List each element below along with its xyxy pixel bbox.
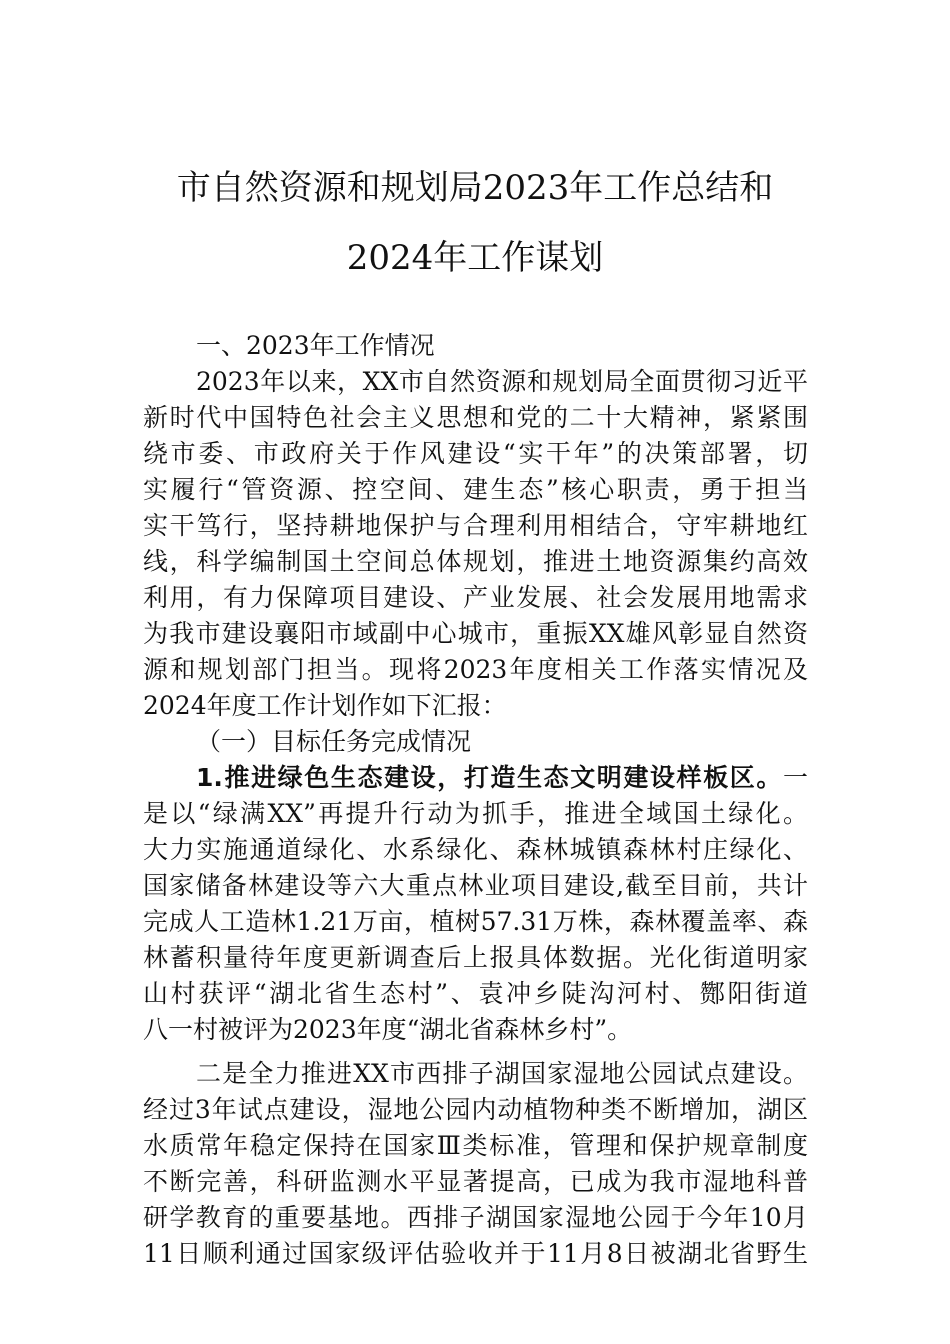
paragraph-line: 11日顺利通过国家级评估验收并于11月8日被湖北省野生 [143,1239,808,1268]
paragraph-line: 林蓄积量待年度更新调查后上报具体数据。光化街道明家 [143,943,808,972]
document-title-line-1: 市自然资源和规划局2023年工作总结和 [176,168,774,208]
paragraph-line: 实履行“管资源、控空间、建生态”核心职责，勇于担当 [143,475,808,504]
paragraph-line: 不断完善，科研监测水平显著提高，已成为我市湿地科普 [143,1167,808,1196]
paragraph-line: 为我市建设襄阳市域副中心城市，重振XX雄风彰显自然资 [143,619,808,648]
paragraph-line: 山村获评“湖北省生态村”、袁冲乡陡沟河村、酂阳街道 [143,979,808,1008]
paragraph-line: 源和规划部门担当。现将2023年度相关工作落实情况及 [143,655,808,684]
paragraph-line: 绕市委、市政府关于作风建设“实干年”的决策部署，切 [143,439,808,468]
item-heading-line [196,760,808,796]
paragraph-line: 实干笃行，坚持耕地保护与合理利用相结合，守牢耕地红 [143,511,808,540]
paragraph-line: 线，科学编制国土空间总体规划，推进土地资源集约高效 [143,547,808,576]
document-title-line-2: 2024年工作谋划 [346,238,604,278]
paragraph-line: 2023年以来，XX市自然资源和规划局全面贯彻习近平 [196,367,808,396]
item-heading-tail: 一 [782,763,808,792]
section-heading: 一、2023年工作情况 [196,331,435,360]
paragraph-line: 大力实施通道绿化、水系绿化、森林城镇森林村庄绿化、 [143,835,808,864]
paragraph-line: 完成人工造林1.21万亩，植树57.31万株，森林覆盖率、森 [143,907,808,936]
paragraph-line: 研学教育的重要基地。西排子湖国家湿地公园于今年10月 [143,1203,808,1232]
item-heading-bold: 1.推进绿色生态建设，打造生态文明建设样板区。 [196,763,783,792]
paragraph-line: 利用，有力保障项目建设、产业发展、社会发展用地需求 [143,583,808,612]
paragraph-line: 2024年度工作计划作如下汇报： [143,691,507,720]
paragraph-line: 二是全力推进XX市西排子湖国家湿地公园试点建设。 [196,1059,808,1088]
subsection-heading: （一）目标任务完成情况 [196,727,472,756]
paragraph-line: 国家储备林建设等六大重点林业项目建设,截至目前，共计 [143,871,808,900]
paragraph-line: 是以“绿满XX”再提升行动为抓手，推进全域国土绿化。 [143,799,808,828]
paragraph-line: 水质常年稳定保持在国家Ⅲ类标准，管理和保护规章制度 [143,1131,808,1160]
paragraph-line: 八一村被评为2023年度“湖北省森林乡村”。 [143,1015,633,1044]
paragraph-line: 新时代中国特色社会主义思想和党的二十大精神，紧紧围 [143,403,808,432]
paragraph-line: 经过3年试点建设，湿地公园内动植物种类不断增加，湖区 [143,1095,808,1124]
